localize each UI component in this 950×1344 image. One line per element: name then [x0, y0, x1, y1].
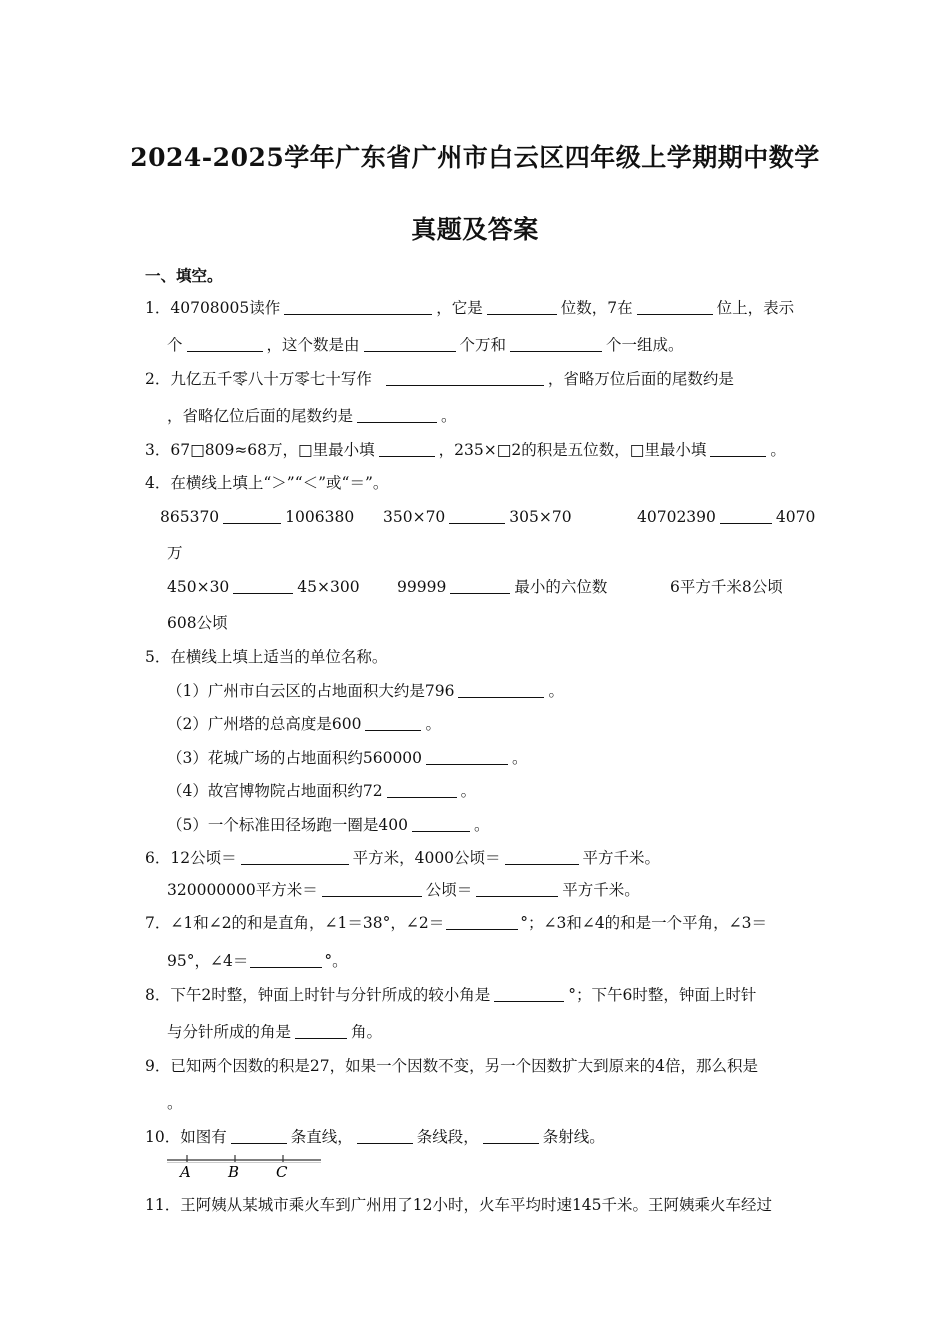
answer-blank[interactable]	[720, 508, 772, 524]
answer-blank[interactable]	[412, 816, 470, 832]
answer-blank[interactable]	[379, 441, 435, 457]
question-7-line2	[167, 951, 348, 971]
question-9-line1: 9．已知两个因数的积是27，如果一个因数不变，另一个因数扩大到原来的4倍，那么积是	[145, 1057, 758, 1075]
answer-blank[interactable]	[710, 441, 766, 457]
q10-text-d: 条射线。	[542, 1128, 605, 1146]
q6-text-a: 6．12公顷＝	[145, 849, 237, 867]
question-4-row2-col2	[397, 577, 607, 597]
question-5-item1	[167, 681, 564, 701]
q2-text-a: 2．九亿五千零八十万零七十写作	[145, 370, 372, 388]
q7-text-a: 7．∠1和∠2的和是直角，∠1＝38°，∠2＝	[145, 914, 445, 932]
compare-left: 450×30	[167, 578, 230, 596]
q10-text-a: 10．如图有	[145, 1128, 227, 1146]
point-b-label: B	[228, 1163, 240, 1181]
point-a-label: A	[180, 1163, 191, 1181]
q3-text-b: ，235×□2的积是五位数，□里最小填	[438, 441, 707, 459]
q3-text-a: 3．67□809≈68万，□里最小填	[145, 441, 375, 459]
question-4-row2-wrap: 608公顷	[167, 614, 228, 632]
q6-text-b: 平方米，4000公顷＝	[352, 849, 501, 867]
answer-blank[interactable]	[386, 370, 544, 386]
q5-text: （3）花城广场的占地面积约560000	[167, 749, 423, 767]
compare-left: 350×70	[383, 508, 446, 526]
q10-text-b: 条直线，	[290, 1128, 353, 1146]
line-figure	[165, 1152, 325, 1182]
answer-blank[interactable]	[295, 1023, 347, 1039]
compare-left: 99999	[397, 578, 447, 596]
q8-text-b: °；下午6时整，钟面上时针	[568, 986, 757, 1004]
answer-blank[interactable]	[250, 952, 322, 968]
question-8-line2	[167, 1022, 382, 1042]
q3-text-c: 。	[770, 441, 786, 459]
q8-text-c: 与分针所成的角是	[167, 1023, 292, 1041]
q1-text-f: ，这个数是由	[266, 336, 360, 354]
answer-blank[interactable]	[426, 749, 508, 765]
compare-right: 305×70	[509, 508, 572, 526]
q6-text-f: 平方千米。	[562, 881, 640, 899]
answer-blank[interactable]	[357, 407, 437, 423]
q1-text-b: ，它是	[436, 299, 483, 317]
question-3	[145, 440, 786, 460]
question-7-line1	[145, 913, 767, 933]
q8-text-d: 角。	[351, 1023, 383, 1041]
question-4-row1-wrap: 万	[167, 544, 183, 562]
answer-blank[interactable]	[233, 578, 293, 594]
q6-text-c: 平方千米。	[582, 849, 661, 867]
q5-end: 。	[460, 782, 477, 800]
question-2-line2	[167, 406, 457, 426]
question-6-line2	[167, 880, 640, 900]
answer-blank[interactable]	[446, 914, 518, 930]
q1-text-d: 位上，表示	[716, 299, 795, 317]
answer-blank[interactable]	[637, 299, 713, 315]
q7-text-c: 95°，∠4＝	[167, 952, 249, 970]
q1-text-h: 个一组成。	[606, 336, 684, 354]
q1-text-g: 个万和	[459, 336, 507, 354]
question-2-line1	[145, 369, 734, 389]
question-4-row1-col3	[637, 507, 815, 527]
q8-text-a: 8．下午2时整，钟面上时针与分针所成的较小角是	[145, 986, 491, 1004]
answer-blank[interactable]	[241, 849, 349, 865]
section-heading: 一、填空。	[145, 266, 223, 285]
compare-right: 1006380	[285, 508, 355, 526]
q5-text: （2）广州塔的总高度是600	[167, 715, 362, 733]
answer-blank[interactable]	[357, 1128, 413, 1144]
document-title-line2: 真题及答案	[411, 215, 539, 244]
q5-end: 。	[548, 682, 564, 700]
q1-text-a: 1．40708005读作	[145, 299, 281, 317]
question-5-item3	[167, 748, 528, 768]
question-4-stem: 4．在横线上填上“＞”“＜”或“＝”。	[145, 474, 389, 492]
q5-text: （4）故宫博物院占地面积约72	[167, 782, 383, 800]
question-8-line1	[145, 985, 756, 1005]
q2-text-d: 。	[441, 407, 457, 425]
q5-end: 。	[425, 715, 441, 733]
answer-blank[interactable]	[450, 578, 510, 594]
answer-blank[interactable]	[364, 336, 456, 352]
document-title-line1: 2024-2025学年广东省广州市白云区四年级上学期期中数学	[130, 143, 820, 172]
answer-blank[interactable]	[449, 508, 505, 524]
question-6-line1	[145, 848, 660, 868]
answer-blank[interactable]	[458, 682, 544, 698]
q5-end: 。	[512, 749, 528, 767]
compare-left: 865370	[160, 508, 220, 526]
answer-blank[interactable]	[476, 881, 558, 897]
answer-blank[interactable]	[365, 715, 421, 731]
q5-text: （1）广州市白云区的占地面积大约是796	[167, 682, 455, 700]
q5-text: （5）一个标准田径场跑一圈是400	[167, 816, 408, 834]
answer-blank[interactable]	[187, 336, 263, 352]
question-4-row2-col3: 6平方千米8公顷	[670, 578, 783, 596]
q1-text-e: 个	[167, 336, 183, 354]
compare-right: 45×300	[297, 578, 360, 596]
question-11-line1: 11．王阿姨从某城市乘火车到广州用了12小时，火车平均时速145千米。王阿姨乘火车经过	[145, 1196, 773, 1214]
q2-text-b: ，省略万位后面的尾数约是	[547, 370, 734, 388]
question-5-stem: 5．在横线上填上适当的单位名称。	[145, 648, 388, 666]
question-5-item5	[167, 815, 489, 835]
answer-blank[interactable]	[510, 336, 602, 352]
question-4-row1	[160, 507, 354, 527]
point-c-label: C	[276, 1163, 288, 1181]
question-4-row1-col2	[383, 507, 572, 527]
q6-text-e: 公顷＝	[425, 881, 473, 899]
q7-text-b: °；∠3和∠4的和是一个平角，∠3＝	[520, 914, 768, 932]
answer-blank[interactable]	[231, 1128, 287, 1144]
answer-blank[interactable]	[322, 881, 422, 897]
compare-right: 4070	[775, 508, 816, 526]
q7-text-d: °。	[324, 952, 348, 970]
compare-left: 40702390	[637, 508, 716, 526]
answer-blank[interactable]	[483, 1128, 539, 1144]
question-10	[145, 1127, 605, 1147]
q6-text-d: 320000000平方米＝	[167, 881, 318, 899]
question-5-item2	[167, 714, 441, 734]
answer-blank[interactable]	[494, 986, 564, 1002]
question-9-line2: 。	[167, 1094, 183, 1112]
question-5-item4	[167, 781, 476, 801]
answer-blank[interactable]	[387, 782, 457, 798]
answer-blank[interactable]	[284, 299, 432, 315]
question-1-line2	[167, 335, 684, 355]
question-1-line1	[145, 298, 794, 318]
q5-end: 。	[473, 816, 490, 834]
q1-text-c: 位数，7在	[560, 299, 633, 317]
q10-text-c: 条线段，	[416, 1128, 479, 1146]
answer-blank[interactable]	[223, 508, 281, 524]
q2-text-c: ，省略亿位后面的尾数约是	[167, 407, 354, 425]
question-4-row2	[167, 577, 360, 597]
compare-right: 最小的六位数	[514, 578, 608, 596]
answer-blank[interactable]	[505, 849, 579, 865]
answer-blank[interactable]	[487, 299, 557, 315]
